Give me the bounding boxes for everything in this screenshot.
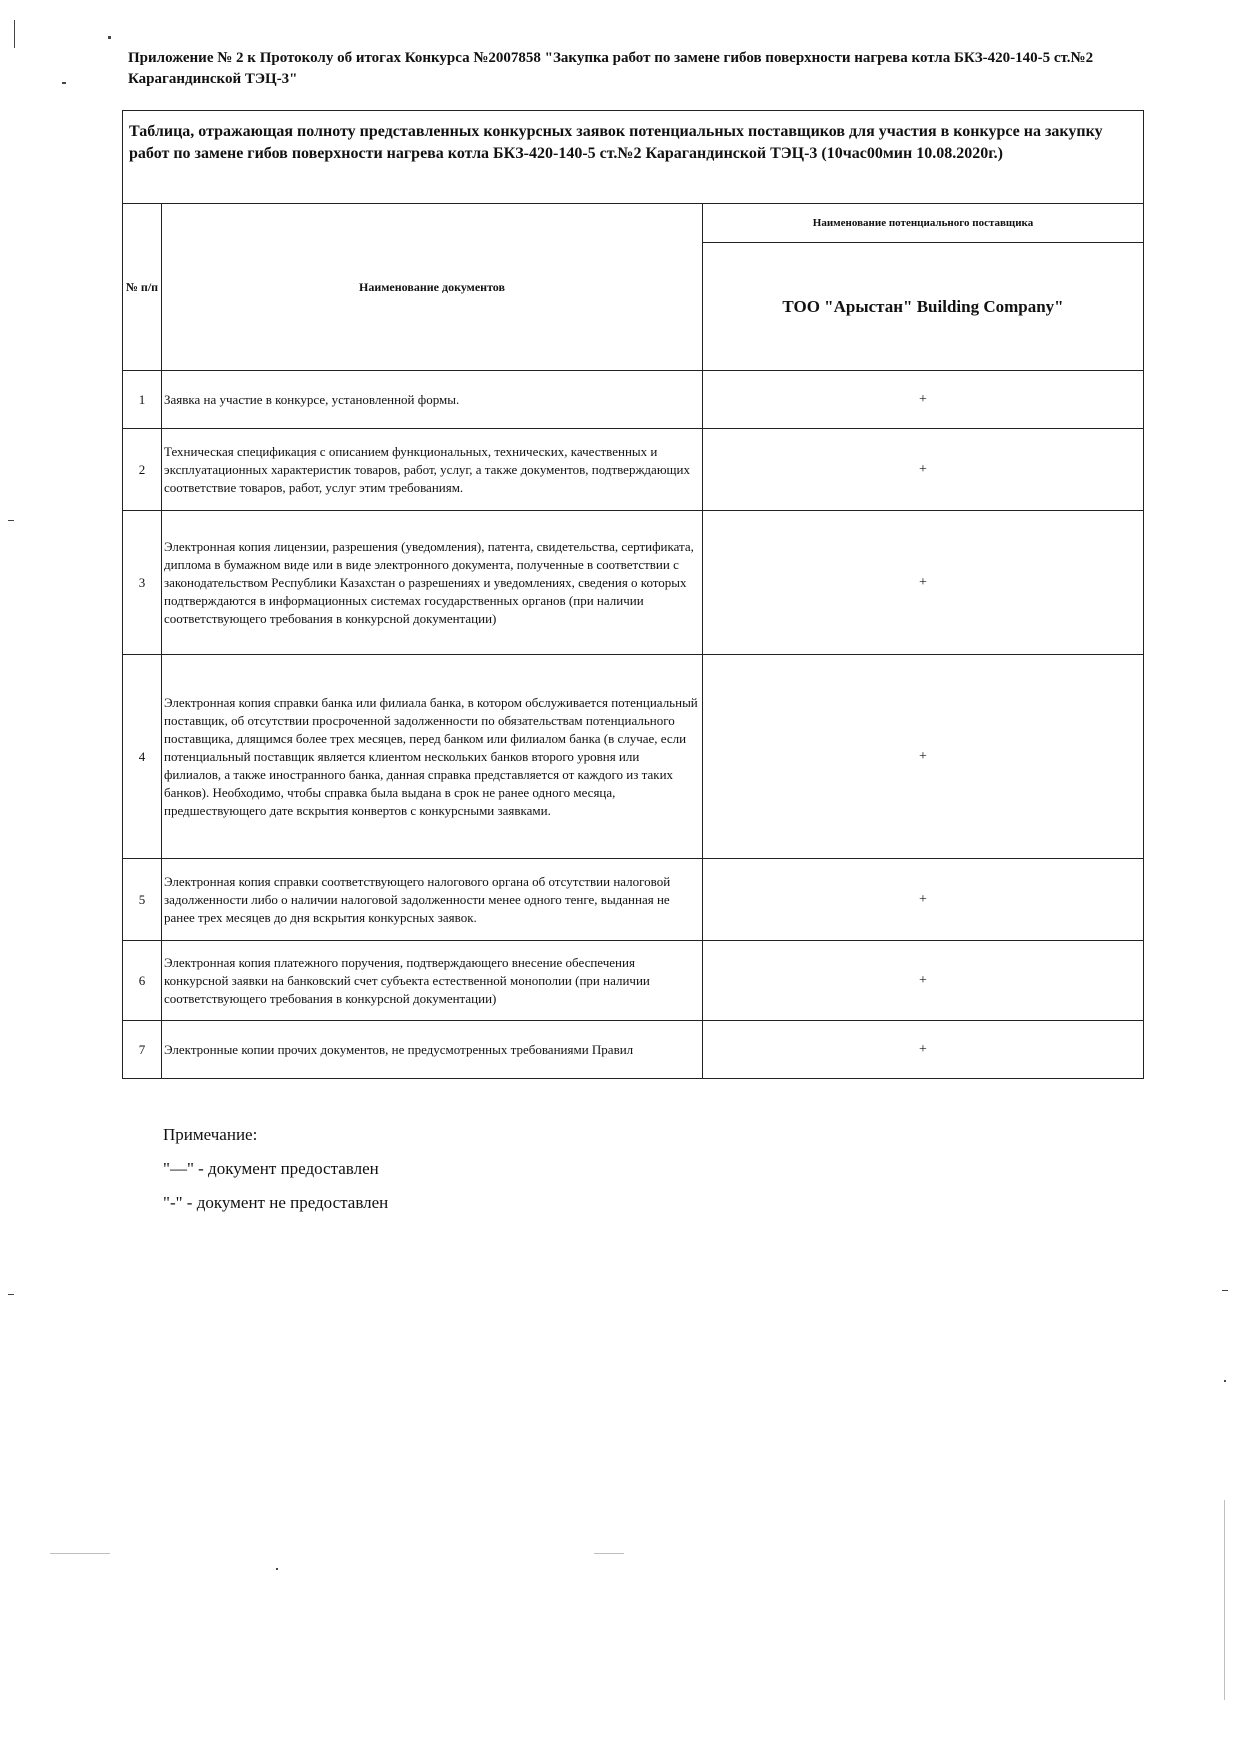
row-document: Электронные копии прочих документов, не предусмотренных требованиями Правил [162,1021,703,1079]
row-number: 1 [123,371,162,429]
row-mark: + [703,655,1144,859]
row-mark: + [703,429,1144,511]
row-document: Электронная копия справки соответствующего налогового органа об отсутствии налоговой задолженности либо о наличии налоговой задолженности менее одного тенге, выданная не ранее трех месяцев до дня вскрытия конкурсных заявок. [162,859,703,941]
scan-artifact [50,1553,110,1554]
row-number: 3 [123,511,162,655]
row-mark: + [703,511,1144,655]
row-mark: + [703,371,1144,429]
row-document: Электронная копия лицензии, разрешения (уведомления), патента, свидетельства, сертификата, диплома в бумажном виде или в виде электронного документа, полученные в соответствии с законодательством Республики Казахстан о разрешениях и уведомлениях, сведения о которых подтверждаются в информационных системах государственных органов (при наличии соответствующего требования в конкурсной документации) [162,511,703,655]
col-documents-header: Наименование документов [162,204,703,371]
supplier-name: ТОО "Арыстан" Building Company" [703,243,1144,371]
row-number: 6 [123,941,162,1021]
table-header-row [123,204,1144,243]
table-row [123,429,1144,511]
scan-artifact [1224,1380,1226,1382]
scan-artifact [1224,1500,1225,1700]
row-number: 5 [123,859,162,941]
scan-artifact [108,36,111,39]
row-number: 7 [123,1021,162,1079]
table-row [123,511,1144,655]
note-title: Примечание: [163,1125,258,1144]
col-supplier-group-header: Наименование потенциального поставщика [703,204,1144,243]
scan-artifact [594,1553,624,1554]
row-number: 4 [123,655,162,859]
header-text: Приложение № 2 к Протоколу об итогах Конкурса №2007858 "Закупка работ по замене гибов поверхности нагрева котла БКЗ-420-140-5 ст.№2 Карагандинской ТЭЦ-3" [128,50,1094,87]
note-block [163,1118,388,1220]
table-row [123,371,1144,429]
scan-artifact [8,1294,14,1295]
table-caption: Таблица, отражающая полноту представленных конкурсных заявок потенциальных поставщиков для участия в конкурсе на закупку работ по замене гибов поверхности нагрева котла БКЗ-420-140-5 ст.№2 Карагандинской ТЭЦ-3 (10час00мин 10.08.2020г.) [123,111,1144,204]
row-document: Электронная копия справки банка или филиала банка, в котором обслуживается потенциальный поставщик, об отсутствии просроченной задолженности по обязательствам потенциального поставщика, длящимся более трех месяцев, перед банком или филиалом банка (в случае, если потенциальный поставщик является клиентом нескольких банков второго уровня или филиалов, а также иностранного банка, данная справка представляется от каждого из таких банков). Необходимо, чтобы справка была выдана в срок не ранее одного месяца, предшествующего дате вскрытия конвертов с конкурсными заявками. [162,655,703,859]
scan-artifact [276,1568,278,1570]
table-row [123,655,1144,859]
scan-artifact [62,82,66,84]
row-mark: + [703,859,1144,941]
table-row [123,859,1144,941]
table-caption-row [123,111,1144,204]
note-line-not-provided: "-" - документ не предоставлен [163,1193,389,1212]
col-number-header: № п/п [123,204,162,371]
row-number: 2 [123,429,162,511]
table-row [123,941,1144,1021]
scan-artifact [14,20,15,48]
row-mark: + [703,941,1144,1021]
row-document: Электронная копия платежного поручения, подтверждающего внесение обеспечения конкурсной заявки на банковский счет субъекта естественной монополии (при наличии соответствующего требования в конкурсной документации) [162,941,703,1021]
row-document: Техническая спецификация с описанием функциональных, технических, качественных и эксплуатационных характеристик товаров, работ, услуг, а также документов, подтверждающих соответствие товаров, работ, услуг этим требованиям. [162,429,703,511]
completeness-table [122,110,1144,1079]
row-document: Заявка на участие в конкурсе, установленной формы. [162,371,703,429]
note-line-provided: "—" - документ предоставлен [163,1159,379,1178]
scan-artifact [1222,1290,1228,1291]
document-header [128,48,1128,90]
scan-artifact [8,520,14,521]
table-row [123,1021,1144,1079]
row-mark: + [703,1021,1144,1079]
